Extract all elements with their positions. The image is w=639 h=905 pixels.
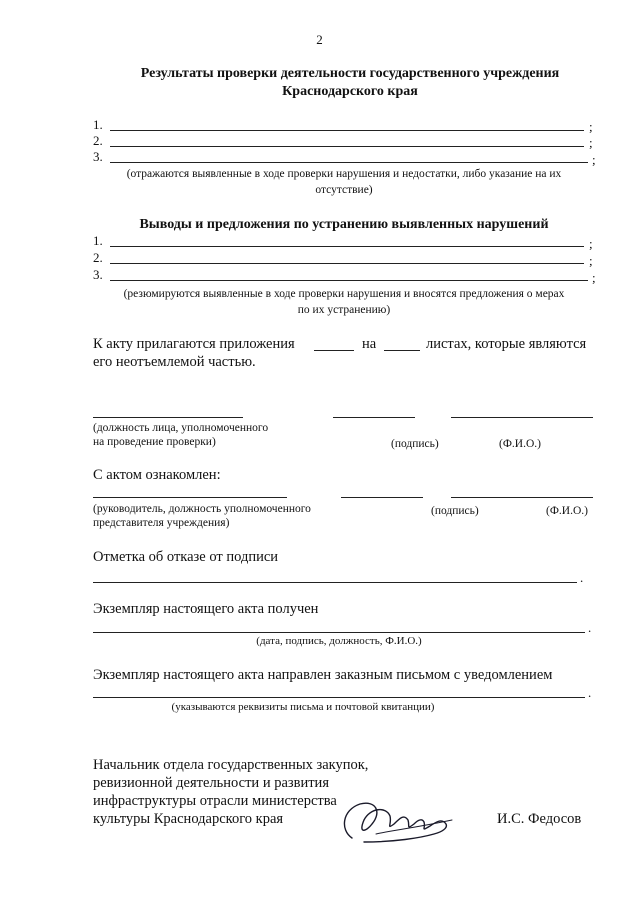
attachments-text-line2: его неотъемлемой частью.	[93, 354, 256, 370]
attachments-text-part1: К акту прилагаются приложения	[93, 336, 295, 352]
acquainted-position-caption-line2: представителя учреждения)	[93, 517, 230, 529]
acquainted-position-field[interactable]	[93, 497, 287, 498]
acquainted-signature-field[interactable]	[341, 497, 423, 498]
conclusions-item-end: ;	[589, 253, 593, 268]
copy-sent-label: Экземпляр настоящего акта направлен заказным письмом с уведомлением	[93, 667, 553, 683]
attachments-count-field[interactable]	[314, 350, 354, 351]
copy-received-label: Экземпляр настоящего акта получен	[93, 601, 319, 617]
conclusions-item-line[interactable]	[110, 263, 584, 264]
acquainted-label: С актом ознакомлен:	[93, 467, 221, 483]
conclusions-item-number: 3.	[93, 267, 103, 282]
copy-received-field-end: .	[588, 620, 592, 635]
conclusions-item-line[interactable]	[110, 246, 584, 247]
conclusions-item-number: 1.	[93, 233, 103, 248]
results-title-line2: Краснодарского края	[282, 84, 418, 99]
footer-position-line1: Начальник отдела государственных закупок,	[93, 757, 369, 773]
footer-signer-name: И.С. Федосов	[497, 811, 582, 827]
acquainted-position-caption-line1: (руководитель, должность уполномоченного	[93, 503, 311, 515]
handwritten-signature	[334, 790, 464, 850]
conclusions-caption-line1: (резюмируются выявленные в ходе проверки нарушения и вносятся предложения о мерах	[123, 288, 565, 300]
inspector-name-field[interactable]	[451, 417, 593, 418]
attachments-pages-field[interactable]	[384, 350, 420, 351]
refusal-field[interactable]	[93, 582, 577, 583]
conclusions-item-end: ;	[589, 236, 593, 251]
inspector-position-caption-line1: (должность лица, уполномоченного	[93, 422, 269, 434]
conclusions-item-line[interactable]	[110, 280, 588, 281]
results-caption-line1: (отражаются выявленные в ходе проверки нарушения и недостатки, либо указание на их	[126, 168, 562, 180]
results-item-number: 2.	[93, 133, 103, 148]
acquainted-name-field[interactable]	[451, 497, 593, 498]
refusal-field-end: .	[580, 570, 584, 585]
inspector-position-field[interactable]	[93, 417, 243, 418]
page-number: 2	[316, 32, 323, 47]
results-caption-line2: отсутствие)	[315, 184, 373, 196]
inspector-signature-field[interactable]	[333, 417, 415, 418]
acquainted-name-caption: (Ф.И.О.)	[546, 505, 588, 517]
inspector-name-caption: (Ф.И.О.)	[499, 438, 541, 450]
copy-sent-caption: (указываются реквизиты письма и почтовой квитанции)	[171, 701, 435, 713]
conclusions-title: Выводы и предложения по устранению выявленных нарушений	[139, 217, 549, 232]
copy-sent-field-end: .	[588, 685, 592, 700]
results-item-number: 3.	[93, 149, 103, 164]
inspector-position-caption-line2: на проведение проверки)	[93, 436, 216, 448]
results-item-end: ;	[592, 152, 596, 167]
inspector-signature-caption: (подпись)	[391, 438, 439, 450]
results-item-line[interactable]	[110, 130, 584, 131]
acquainted-signature-caption: (подпись)	[431, 505, 479, 517]
copy-received-caption: (дата, подпись, должность, Ф.И.О.)	[256, 635, 422, 647]
results-item-line[interactable]	[110, 146, 584, 147]
conclusions-item-number: 2.	[93, 250, 103, 265]
footer-position-line4: культуры Краснодарского края	[93, 811, 284, 827]
refusal-label: Отметка об отказе от подписи	[93, 549, 279, 565]
results-title-line1: Результаты проверки деятельности государственного учреждения	[140, 66, 560, 81]
attachments-text-part2: на	[362, 336, 377, 352]
results-item-end: ;	[589, 135, 593, 150]
conclusions-item-end: ;	[592, 270, 596, 285]
conclusions-caption-line2: по их устранению)	[297, 304, 391, 316]
footer-position-line3: инфраструктуры отрасли министерства	[93, 793, 337, 809]
results-item-line[interactable]	[110, 162, 588, 163]
results-item-end: ;	[589, 119, 593, 134]
attachments-text-part3: листах, которые являются	[426, 336, 587, 352]
footer-position-line2: ревизионной деятельности и развития	[93, 775, 329, 791]
results-item-number: 1.	[93, 117, 103, 132]
